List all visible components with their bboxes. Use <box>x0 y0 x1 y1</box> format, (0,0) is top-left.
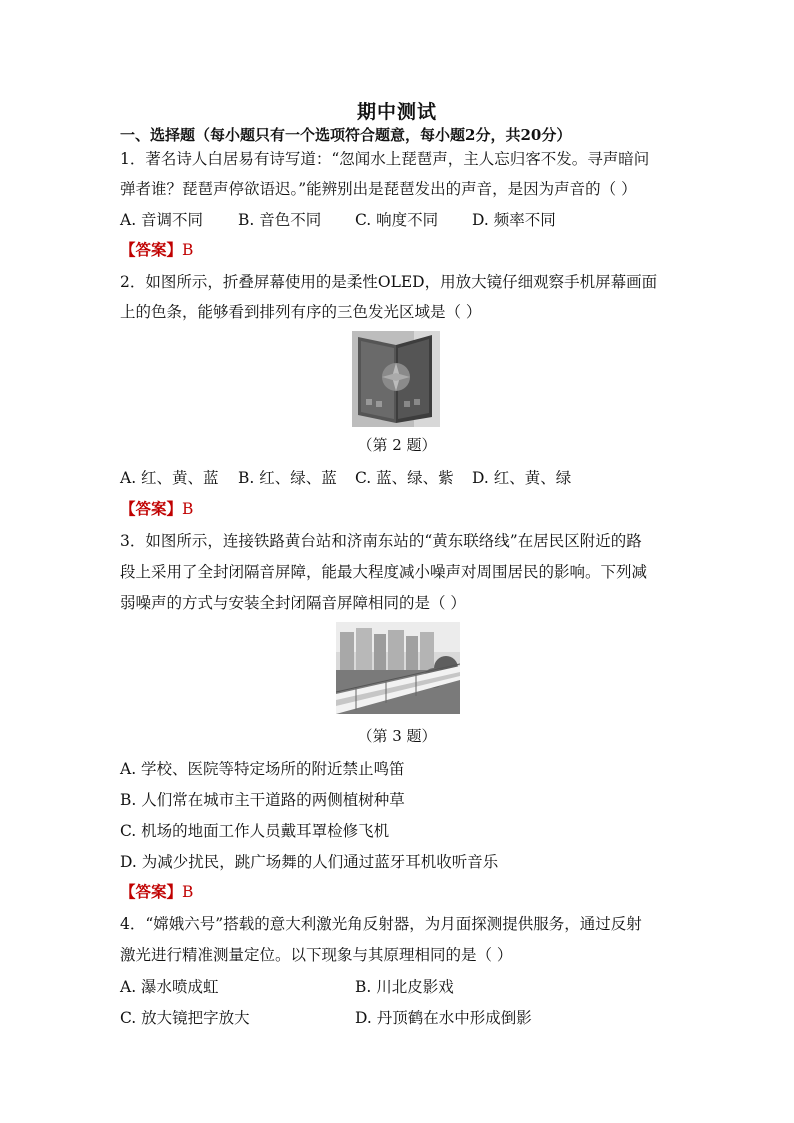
question-3-option-c: C. 机场的地面工作人员戴耳罩检修飞机 <box>120 822 390 840</box>
question-1-line-1: 1．著名诗人白居易有诗写道：“忽闻水上琵琶声，主人忘归客不发。寻声暗问 <box>120 150 650 168</box>
question-1-option-b: B. 音色不同 <box>238 211 322 229</box>
question-1-option-a: A. 音调不同 <box>120 211 204 229</box>
question-2-option-a: A. 红、黄、蓝 <box>120 469 219 487</box>
answer-value: B <box>182 500 194 518</box>
question-3-option-d: D. 为减少扰民，跳广场舞的人们通过蓝牙耳机收听音乐 <box>120 853 499 871</box>
question-2-option-c: C. 蓝、绿、紫 <box>355 469 454 487</box>
question-1-option-c: C. 响度不同 <box>355 211 439 229</box>
page-title: 期中测试 <box>356 101 437 123</box>
question-3-line-2: 段上采用了全封闭隔音屏障，能最大程度减小噪声对周围居民的影响。下列减 <box>120 563 648 581</box>
question-3-answer <box>120 880 193 902</box>
question-3-option-a: A. 学校、医院等特定场所的附近禁止鸣笛 <box>120 760 405 778</box>
noise-barrier-image <box>336 622 460 714</box>
answer-tag: 【答案】 <box>120 240 183 259</box>
question-1-answer <box>120 238 193 260</box>
question-4-option-c: C. 放大镜把字放大 <box>120 1009 250 1027</box>
answer-value: B <box>182 883 194 901</box>
foldable-phone-image <box>352 331 440 427</box>
question-2-option-b: B. 红、绿、蓝 <box>238 469 337 487</box>
question-3-caption: （第 3 题） <box>357 727 437 745</box>
answer-tag: 【答案】 <box>120 882 183 901</box>
railway-noise-barrier-illustration <box>336 622 460 714</box>
question-3-line-1: 3．如图所示，连接铁路黄台站和济南东站的“黄东联络线”在居民区附近的路 <box>120 532 642 550</box>
question-2-line-2: 上的色条，能够看到排列有序的三色发光区域是（ ） <box>120 303 482 321</box>
question-4-option-d: D. 丹顶鹤在水中形成倒影 <box>355 1009 532 1027</box>
question-3-line-3: 弱噪声的方式与安装全封闭隔音屏障相同的是（ ） <box>120 594 466 612</box>
question-2-option-d: D. 红、黄、绿 <box>472 469 572 487</box>
question-4-line-2: 激光进行精准测量定位。以下现象与其原理相同的是（ ） <box>120 946 513 964</box>
question-1-option-d: D. 频率不同 <box>472 211 556 229</box>
question-4-line-1: 4．“嫦娥六号”搭载的意大利激光角反射器，为月面探测提供服务，通过反射 <box>120 915 642 933</box>
answer-tag: 【答案】 <box>120 499 183 518</box>
question-2-line-1: 2．如图所示，折叠屏幕使用的是柔性OLED，用放大镜仔细观察手机屏幕画面 <box>120 273 658 291</box>
question-2-answer <box>120 497 193 519</box>
question-4-option-b: B. 川北皮影戏 <box>355 978 454 996</box>
answer-value: B <box>182 241 194 259</box>
question-3-option-b: B. 人们常在城市主干道路的两侧植树种草 <box>120 791 405 809</box>
foldable-phone-illustration <box>352 331 440 427</box>
question-1-line-2: 弹者谁？琵琶声停欲语迟。”能辨别出是琵琶发出的声音，是因为声音的（ ） <box>120 180 637 198</box>
question-2-caption: （第 2 题） <box>357 436 437 454</box>
question-4-option-a: A. 瀑水喷成虹 <box>120 978 219 996</box>
section-heading: 一、选择题（每小题只有一个选项符合题意，每小题2分，共20分） <box>120 126 572 144</box>
